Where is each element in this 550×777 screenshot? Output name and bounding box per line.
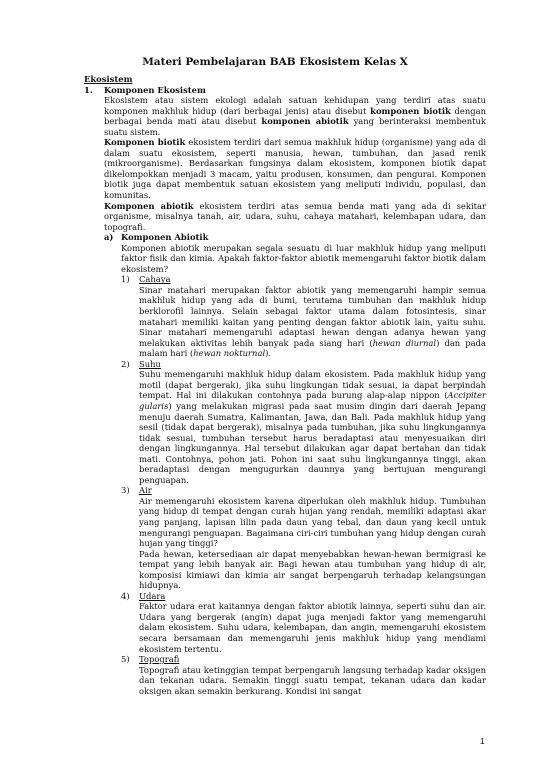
item-number: 2): [121, 358, 130, 369]
item-text: Suhu memengaruhi makhluk hidup dalam ekosistem. Pada makhluk hidup yang motil (dapat bergerak), jika suhu lingkungan tidak sesuai, ia dapat berpindah tempat. Hal ini dilakukan contohnya pada burung alap-alap nippon (Accipiter gularis) yang melakukan migrasi pada saat musim dingin dari daerah Jepang menuju daerah Sumatra, Kalimantan, Jawa, dan Bali. Pada makhluk hidup yang sesil (tidak dapat bergerak), misalnya pada tumbuhan, jika suhu lingkungannya tidak sesuai, tumbuhan tersebut harus beradaptasi atau menyesuaikan diri dengan lingkungannya. Hal tersebut dilakukan agar dapat bertahan dan tidak mati. Contohnya, pohon jati. Pohon ini saat suhu lingkungannya tinggi, akan beradaptasi dengan mengugurkan daunnya yang bertujuan mengurangi penguapan.: [139, 369, 486, 485]
section-heading: Ekosistem: [84, 74, 133, 84]
list-item: [121, 274, 486, 285]
item-text: Faktor udara erat kaitannya dengan faktor abiotik lainnya, seperti suhu dan air. Udara yang bergerak (angin) dapat juga menjadi faktor yang memengaruhi dalam ekosistem. Suhu udara, kelembapan, dan angin, memengaruhi ekosistem secara bersamaan dan memengaruhi jenis makhluk hidup yang mendiami ekosistem tertentu.: [139, 601, 486, 654]
list-item: [121, 654, 486, 665]
subheading-komponen-abiotik: [84, 232, 486, 243]
subheading-letter: a): [104, 232, 114, 243]
list-item: [121, 359, 486, 370]
item-number: 5): [121, 654, 130, 665]
list-item: [121, 591, 486, 602]
item-label: Air: [139, 485, 152, 496]
item-text: Sinar matahari merupakan faktor abiotik yang memengaruhi hampir semua makhluk hidup yang ada di bumi, terutama tumbuhan dan makhluk hidup berklorofil lainnya. Selain sebagai faktor utama dalam fotosintesis, sinar matahari memiliki kaitan yang penting dengan faktor abiotik lain, yaitu suhu. Sinar matahari memengaruhi adaptasi hewan dengan adanya hewan yang melakukan aktivitas lebih banyak pada siang hari (hewan diurnal) dan pada malam hari (hewan nokturnal).: [139, 284, 486, 359]
heading-label: Komponen Ekosistem: [104, 84, 206, 95]
item-number: 1): [121, 274, 130, 285]
page-number: 1: [480, 736, 485, 746]
item-number: 3): [121, 485, 130, 496]
document-body: [84, 74, 486, 696]
item-text: Pada hewan, ketersediaan air dapat menyebabkan hewan-hewan bermigrasi ke tempat yang lebih banyak air. Bagi hewan atau tumbuhan yang hidup di air, komposisi kimiawi dan kimia air sangat berpengaruh terhadap kelangsungan hidupnya.: [139, 548, 486, 591]
item-text: Topografi atau ketinggian tempat berpengaruh langsung terhadap kadar oksigen dan tekanan udara. Semakin tinggi suatu tempat, tekanan udara dan kadar oksigen akan semakin berkurang. Kondisi ini sangat: [139, 664, 486, 696]
list-item: [121, 485, 486, 496]
item-label: Suhu: [139, 358, 161, 369]
subheading-label: Komponen Abiotik: [121, 232, 209, 243]
heading-number: 1.: [84, 84, 93, 95]
paragraph-ekosistem: Ekosistem atau sistem ekologi adalah satuan kehidupan yang terdiri atas suatu komponen makhluk hidup (dari berbagai jenis) atau disebut komponen biotik dengan berbagai benda mati atau disebut komponen abiotik yang berinteraksi membentuk suatu sistem.: [104, 95, 487, 137]
heading-komponen-ekosistem: [84, 85, 486, 96]
paragraph-komponen-abiotik: Komponen abiotik ekosistem terdiri atas semua benda mati yang ada di sekitar organisme, misalnya tanah, air, udara, suhu, cahaya matahari, kelembapan udara, dan topografi.: [104, 200, 486, 232]
paragraph-komponen-biotik: Komponen biotik ekosistem terdiri dari semua makhluk hidup (organisme) yang ada di dalam suatu ekosistem, seperti manusia, hewan, tumbuhan, dan jasad renik (mikroorganisme). Berdasarkan fungsinya dalam ekosistem, komponen biotik dapat dikelompokkan menjadi 3 macam, yaitu produsen, konsumen, dan pengurai. Komponen biotik juga dapat membentuk satuan ekosistem yang meliputi individu, populasi, dan komunitas.: [104, 137, 486, 201]
item-number: 4): [121, 590, 130, 601]
item-label: Cahaya: [139, 274, 171, 285]
document-title: Materi Pembelajaran BAB Ekosistem Kelas X: [142, 56, 408, 68]
item-label: Udara: [139, 590, 166, 601]
item-text: Air memengaruhi ekosistem karena diperlukan oleh makhluk hidup. Tumbuhan yang hidup di tempat dengan curah hujan yang rendah, memiliki adaptasi akar yang panjang, lapisan lilin pada daun yang tebal, dan daun yang kecil untuk mengurangi penguapan. Bagaimana ciri-ciri tumbuhan yang hidup dengan curah hujan yang tinggi?: [139, 495, 486, 549]
item-label: Topografi: [139, 654, 180, 665]
paragraph-abiotik-intro: Komponen abiotik merupakan segala sesuatu di luar makhluk hidup yang meliputi faktor fisik dan kimia. Apakah faktor-faktor abiotik memengaruhi faktor biotik dalam ekosistem?: [121, 242, 486, 274]
